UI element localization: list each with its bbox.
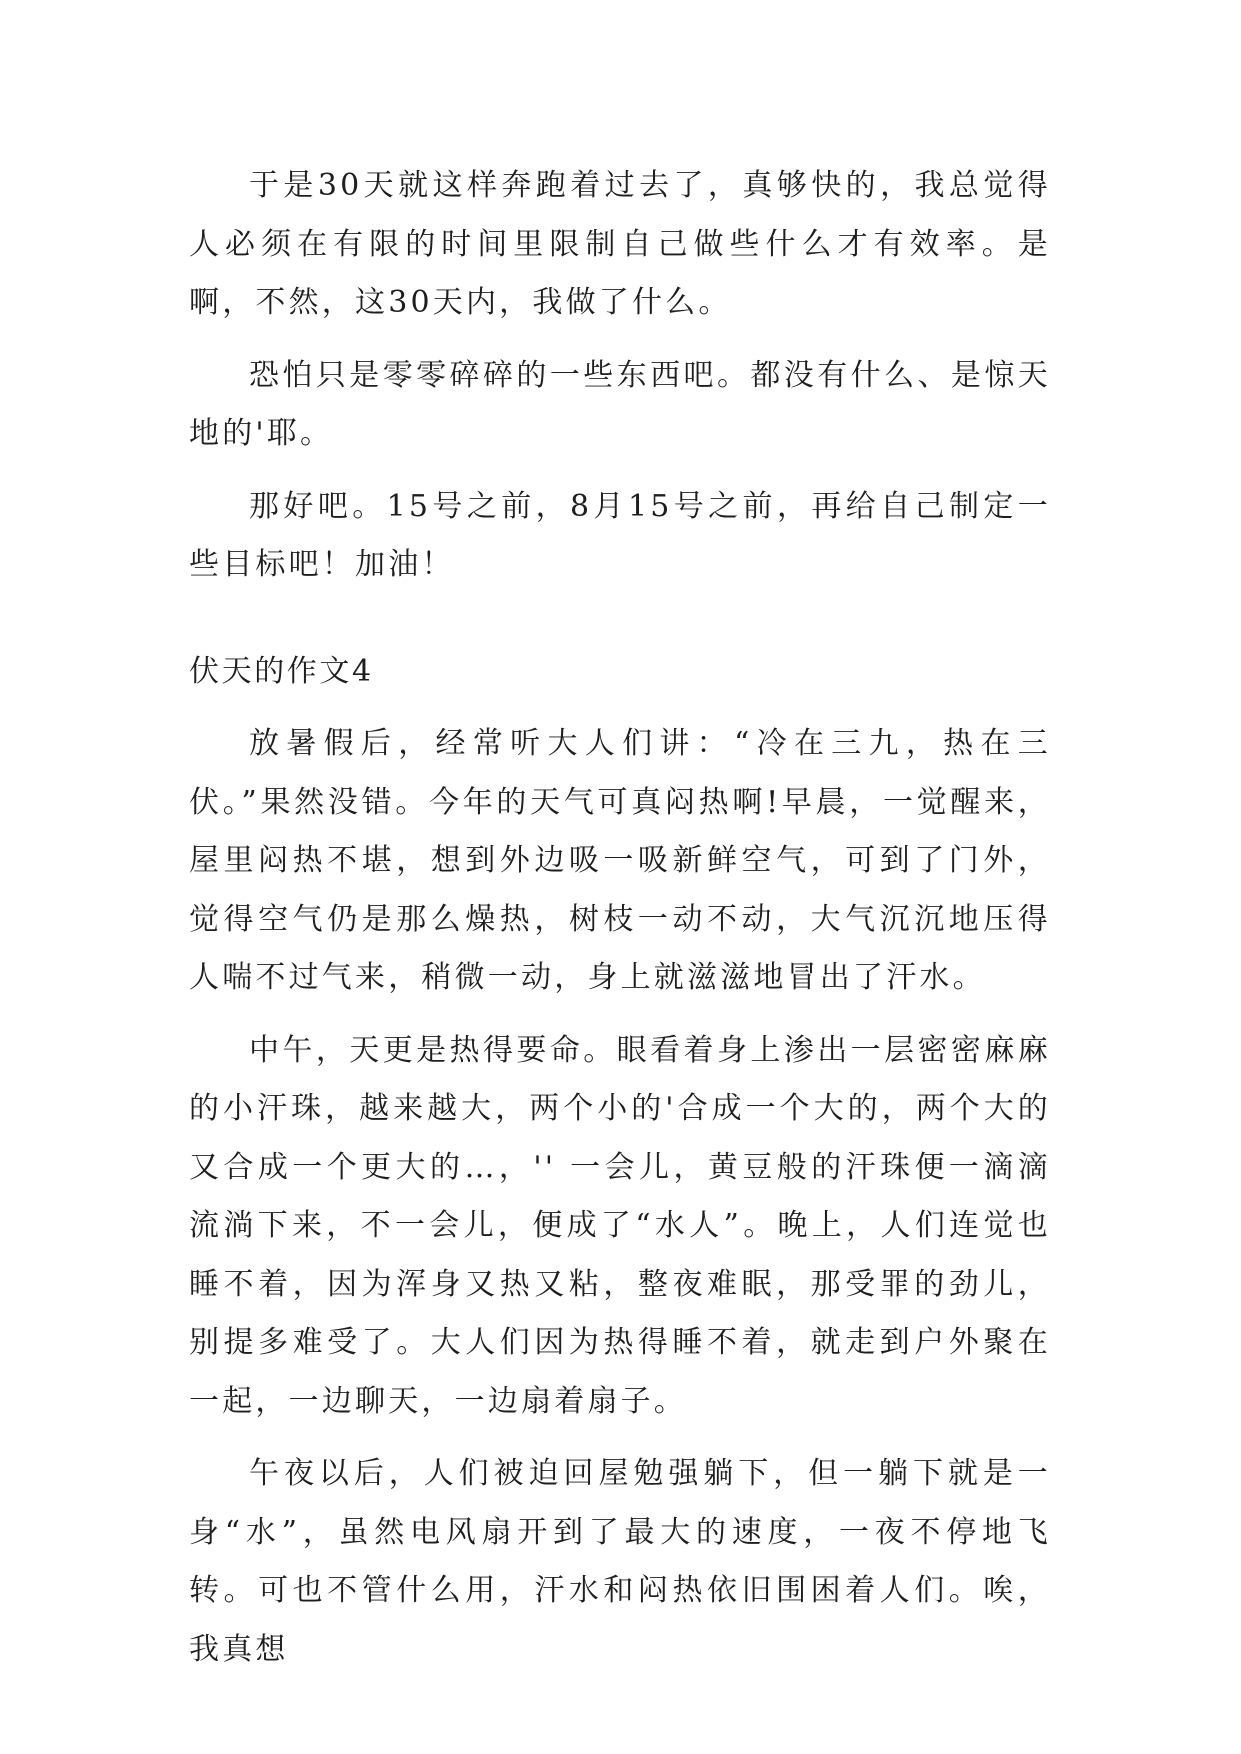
document-body [189, 157, 1051, 1679]
paragraph-1: 于是30天就这样奔跑着过去了，真够快的，我总觉得人必须在有限的时间里限制自己做些什么才有效率。是啊，不然，这30天内，我做了什么。 [189, 168, 1051, 320]
paragraph-4: 放暑假后，经常听大人们讲：“冷在三九，热在三伏。”果然没错。今年的天气可真闷热啊!早晨，一觉醒来，屋里闷热不堪，想到外边吸一吸新鲜空气，可到了门外，觉得空气仍是那么燥热，树枝一动不动，大气沉沉地压得人喘不过气来，稍微一动，身上就滋滋地冒出了汗水。 [189, 726, 1051, 995]
paragraph-3: 那好吧。15号之前，8月15号之前，再给自己制定一些目标吧！加油！ [189, 488, 1051, 582]
paragraph-2: 恐怕只是零零碎碎的一些东西吧。都没有什么、是惊天地的'耶。 [189, 357, 1051, 451]
essay-heading: 伏天的作文4 [189, 653, 374, 689]
paragraph-6: 午夜以后，人们被迫回屋勉强躺下，但一躺下就是一身“水”，虽然电风扇开到了最大的速度，一夜不停地飞转。可也不管什么用，汗水和闷热依旧围困着人们。唉，我真想 [189, 1456, 1051, 1667]
paragraph-5: 中午，天更是热得要命。眼看着身上渗出一层密密麻麻的小汗珠，越来越大，两个小的'合成一个大的，两个大的又合成一个更大的…，'' 一会儿，黄豆般的汗珠便一滴滴流淌下来，不一会儿，便成了“水人”。晚上，人们连觉也睡不着，因为浑身又热又粘，整夜难眠，那受罪的劲儿，别提多难受了。大人们因为热得睡不着，就走到户外聚在一起，一边聊天，一边扇着扇子。 [189, 1032, 1051, 1419]
